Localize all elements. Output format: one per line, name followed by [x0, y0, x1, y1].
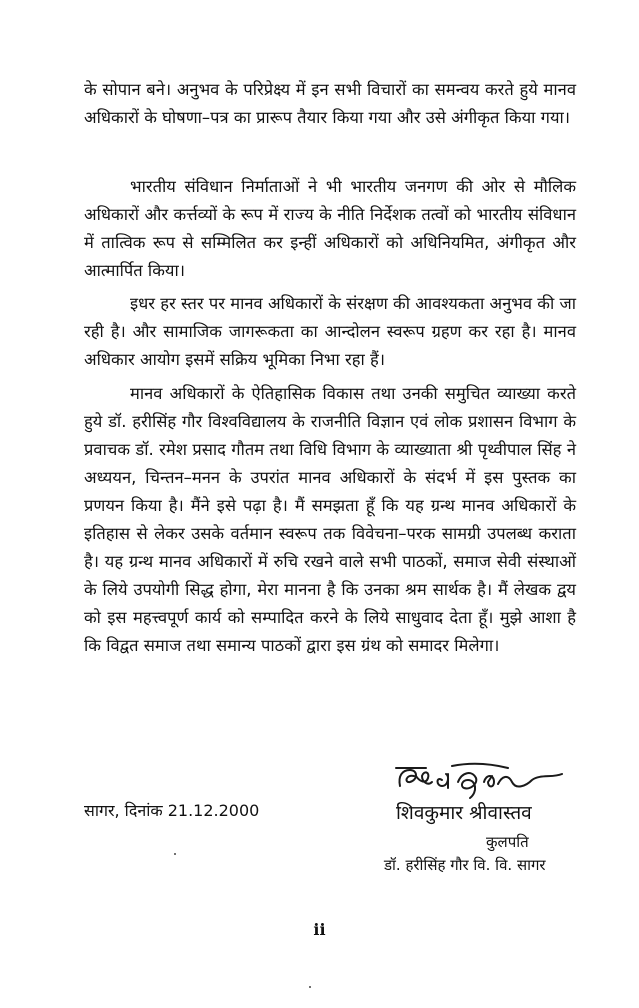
page-number: ii	[313, 920, 326, 939]
paragraph-3: इधर हर स्तर पर मानव अधिकारों के संरक्षण की आवश्यकता अनुभव की जा रही है। और सामाजिक जागरूकता का आन्दोलन स्वरूप ग्रहण कर रहा है। मानव अधिकार आयोग इसमें सक्रिय भूमिका निभा रहा हैं।	[84, 294, 576, 369]
place-date: सागर, दिनांक 21.12.2000	[84, 801, 260, 820]
signatory-title: कुलपति	[486, 833, 529, 851]
scan-speck	[309, 986, 311, 988]
handwritten-signature	[392, 752, 572, 800]
paragraph-2: भारतीय संविधान निर्माताओं ने भी भारतीय जनगण की ओर से मौलिक अधिकारों और कर्त्तव्यों के रूप में राज्य के नीति निर्देशक तत्वों को भारतीय संविधान में तात्विक रूप से सम्मिलित कर इन्हीं अधिकारों को अधिनियमित, अंगीकृत और आत्मार्पित किया।	[84, 177, 576, 280]
paragraph-1: के सोपान बने। अनुभव के परिप्रेक्ष्य में इन सभी विचारों का समन्वय करते हुये मानव अधिकारों के घोषणा–पत्र का प्रारूप तैयार किया गया और उसे अंगीकृत किया गया।	[84, 80, 576, 127]
signatory-name: शिवकुमार श्रीवास्तव	[396, 802, 532, 824]
signatory-organization: डॉ. हरीसिंह गौर वि. वि. सागर	[384, 856, 546, 874]
paragraph-4: मानव अधिकारों के ऐतिहासिक विकास तथा उनकी समुचित व्याख्या करते हुये डॉ. हरीसिंह गौर विश्वविद्यालय के राजनीति विज्ञान एवं लोक प्रशासन विभाग के प्रवाचक डॉ. रमेश प्रसाद गौतम तथा विधि विभाग के व्याख्याता श्री पृथ्वीपाल सिंह ने अध्ययन, चिन्तन–मनन के उपरांत मानव अधिकारों के संदर्भ में इस पुस्तक का प्रणयन किया है। मैंने इसे पढ़ा है। मैं समझता हूँ कि यह ग्रन्थ मानव अधिकारों के इतिहास से लेकर उसके वर्तमान स्वरूप तक विवेचना–परक सामग्री उपलब्ध कराता है। यह ग्रन्थ मानव अधिकारों में रुचि रखने वाले सभी पाठकों, समाज सेवी संस्थाओं के लिये उपयोगी सिद्ध होगा, मेरा मानना है कि उनका श्रम सार्थक है। मैं लेखक द्वय को इस महत्त्वपूर्ण कार्य को सम्पादित करने के लिये साधुवाद देता हूँ। मुझे आशा है कि विद्वत समाज तथा समान्य पाठकों द्वारा इस ग्रंथ को समादर मिलेगा।	[84, 384, 576, 655]
scan-speck	[174, 853, 176, 855]
